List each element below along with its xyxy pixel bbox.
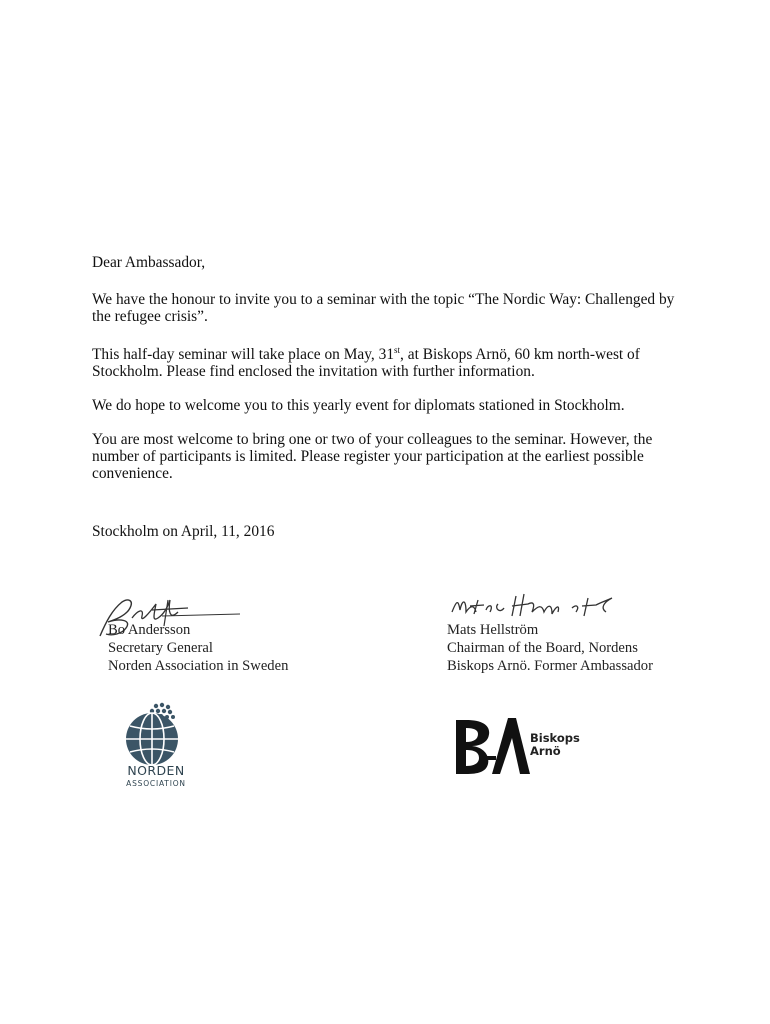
- signatory-right-title: Chairman of the Board, Nordens: [447, 640, 638, 656]
- paragraph-welcome: We do hope to welcome you to this yearly event for diplomats stationed in Stockholm.: [92, 397, 625, 415]
- ordinal-suffix: st: [394, 345, 401, 355]
- paragraph-seminar-details-end: , at Biskops Arnö, 60 km north-west of Stockholm. Please find enclosed the invitation with further information.: [92, 346, 640, 381]
- biskops-arno-line1: Biskops: [530, 731, 580, 745]
- paragraph-seminar-details: [92, 342, 682, 380]
- biskops-arno-line2: Arnö: [530, 744, 561, 758]
- norden-wordmark: [113, 763, 199, 788]
- paragraph-seminar-details-start: This half-day seminar will take place on May, 31: [92, 346, 395, 364]
- paragraph-colleagues: You are most welcome to bring one or two of your colleagues to the seminar. However, the number of participants is limited. Please register your participation at the earliest possible convenience.: [92, 431, 653, 483]
- signatory-right-org: Biskops Arnö. Former Ambassador: [447, 658, 653, 674]
- signatory-left-title: Secretary General: [108, 640, 213, 656]
- norden-name: NORDEN: [127, 763, 185, 778]
- letter-body: [92, 254, 682, 499]
- biskops-arno-wordmark: [530, 732, 580, 758]
- signatory-right: [447, 621, 653, 675]
- dateline: Stockholm on April, 11, 2016: [92, 523, 275, 540]
- paragraph-invitation: We have the honour to invite you to a seminar with the topic “The Nordic Way: Challenged by the refugee crisis”.: [92, 291, 675, 325]
- salutation: Dear Ambassador,: [92, 254, 206, 271]
- signatory-left: [108, 621, 288, 675]
- signatory-left-name: Bo Andersson: [108, 622, 191, 638]
- signatory-left-org: Norden Association in Sweden: [108, 658, 289, 674]
- biskops-arno-logo: [452, 712, 532, 782]
- norden-subtitle: ASSOCIATION: [126, 779, 186, 788]
- signatory-right-name: Mats Hellström: [447, 622, 539, 638]
